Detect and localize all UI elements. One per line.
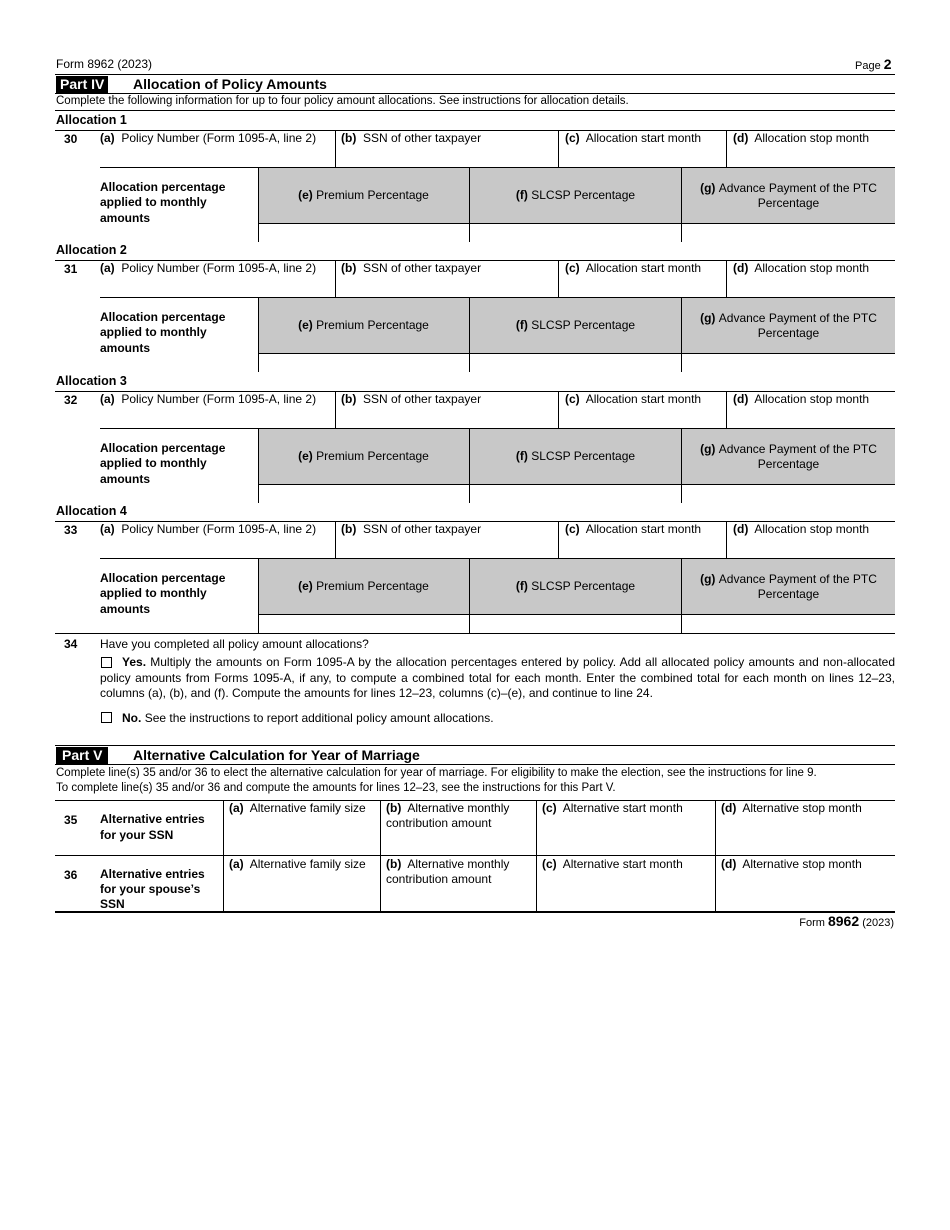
alloc1-col-f-header	[470, 168, 681, 223]
alloc1-col-d-letter: (d)	[733, 131, 749, 145]
alloc4-heading: Allocation 4	[56, 504, 127, 518]
alloc2-row1-divider-1	[335, 260, 336, 297]
alloc4-pct-label-3: amounts	[100, 602, 151, 616]
alloc1-col-e-header	[258, 168, 469, 223]
line36-col-a-letter: (a)	[229, 857, 244, 871]
line36-col-a	[229, 857, 366, 872]
alloc3-pct-label-2: applied to monthly	[100, 456, 207, 470]
alloc3-pct-label-3: amounts	[100, 472, 151, 486]
line35-label-2: for your SSN	[100, 828, 174, 842]
alloc3-pct-label-1: Allocation percentage	[100, 441, 226, 455]
alloc2-heading: Allocation 2	[56, 243, 127, 257]
alloc3-col-e-header	[258, 429, 469, 484]
part5-instruction-2: To complete line(s) 35 and/or 36 and compute the amounts for lines 12–23, see the instructions for this Part V.	[56, 782, 616, 794]
alloc2-col-e-header	[258, 298, 469, 353]
alloc2-col-g-letter: (g)	[700, 310, 716, 325]
yes-text: Multiply the amounts on Form 1095-A by the allocation percentages entered by policy. Add all allocated policy amounts and non-allocated policy amounts from Forms 1095-A, if any, to compute a combined total for each month. Enter the combined total for each month on lines 12–23, columns (a), (b), and (f). Compute the amounts for lines 12–23, columns (c)–(e), and continue to line 24.	[100, 655, 896, 700]
alloc4-pct-label-1: Allocation percentage	[100, 571, 226, 585]
alloc3-row1-divider-1	[335, 391, 336, 428]
alloc4-line-number: 33	[64, 523, 78, 537]
alloc4-col-f-letter: (f)	[515, 579, 528, 593]
line35-col-a	[229, 801, 366, 816]
alloc2-col-c-letter: (c)	[565, 261, 580, 275]
line35-col-a-letter: (a)	[229, 801, 244, 815]
footer-form-word: Form	[799, 917, 825, 929]
line35-label-1: Alternative entries	[100, 812, 205, 826]
alloc3-col-b-letter: (b)	[341, 392, 357, 406]
line36-col-c-text: Alternative start month	[562, 857, 683, 871]
alloc3-pct-input-f[interactable]	[470, 485, 681, 503]
alloc3-col-e-text: Premium Percentage	[316, 449, 429, 463]
alloc1-col-b-letter: (b)	[341, 131, 357, 145]
alloc3-col-g-letter: (g)	[700, 441, 716, 456]
alloc4-col-g-header	[682, 559, 895, 614]
part4-instruction: Complete the following information for up to four policy amount allocations. See instructions for allocation details.	[56, 95, 629, 107]
alloc1-col-g-header	[682, 168, 895, 223]
alloc1-pct-label-2: applied to monthly	[100, 195, 207, 209]
alloc3-col-c-letter: (c)	[565, 392, 580, 406]
page-label	[855, 57, 892, 74]
line36-col-b-text-2: contribution amount	[386, 872, 492, 886]
alloc4-row1-divider-1	[335, 521, 336, 558]
alloc2-col-g-text-1: Advance Payment of the PTC	[718, 310, 877, 325]
alloc4-col-g-text-2: Percentage	[757, 586, 820, 601]
alloc2-col-a-text: Policy Number (Form 1095-A, line 2)	[121, 261, 317, 275]
alloc1-pct-label-3: amounts	[100, 211, 151, 225]
alloc4-row1-divider-3	[726, 521, 727, 558]
alloc1-row1-divider-1	[335, 130, 336, 167]
line36-col-c-letter: (c)	[542, 857, 557, 871]
alloc4-pct-input-f[interactable]	[470, 615, 681, 633]
alloc2-pct-input-e[interactable]	[259, 354, 469, 372]
alloc1-col-d	[733, 131, 869, 146]
alloc2-col-g-line-1	[700, 311, 877, 326]
alloc4-col-g-text-1: Advance Payment of the PTC	[718, 571, 877, 586]
line36-col-d-text: Alternative stop month	[742, 857, 862, 871]
part5-instruction-1: Complete line(s) 35 and/or 36 to elect the alternative calculation for year of marriage. For eligibility to make the election, see the instructions for line 9.	[56, 767, 817, 779]
alloc4-row1-divider-2	[558, 521, 559, 558]
alloc4-col-a-letter: (a)	[100, 522, 115, 536]
alloc3-col-a-text: Policy Number (Form 1095-A, line 2)	[121, 392, 317, 406]
line35-col-c-letter: (c)	[542, 801, 557, 815]
alloc1-col-g-text-2: Percentage	[757, 195, 820, 210]
alloc4-col-e-text: Premium Percentage	[316, 579, 429, 593]
alloc4-col-c-text: Allocation start month	[585, 522, 702, 536]
page-label-text: Page	[855, 60, 881, 72]
alloc4-col-f-header	[470, 559, 681, 614]
alloc2-col-c-text: Allocation start month	[585, 261, 702, 275]
alloc3-col-d	[733, 392, 869, 407]
alloc2-col-f-header	[470, 298, 681, 353]
alloc1-row1-divider-3	[726, 130, 727, 167]
alloc2-row1-divider-3	[726, 260, 727, 297]
line35-col-b	[386, 801, 509, 816]
line36-label-1: Alternative entries	[100, 867, 205, 881]
alloc4-col-a	[100, 522, 316, 537]
line35-col-b-text-1: Alternative monthly	[407, 801, 510, 815]
alloc2-col-e-letter: (e)	[298, 318, 313, 332]
alloc1-col-g-text-1: Advance Payment of the PTC	[718, 180, 877, 195]
alloc3-line-number: 32	[64, 393, 78, 407]
alloc2-col-e-text: Premium Percentage	[316, 318, 429, 332]
alloc2-col-f-letter: (f)	[515, 318, 528, 332]
line35-col-b-text-2: contribution amount	[386, 816, 492, 830]
alloc4-col-d	[733, 522, 869, 537]
line36-col-c	[542, 857, 683, 872]
alloc1-pct-input-g[interactable]	[682, 224, 895, 242]
alloc1-col-d-text: Allocation stop month	[754, 131, 870, 145]
alloc3-row1-divider-3	[726, 391, 727, 428]
alloc1-col-b	[341, 131, 481, 146]
alloc1-col-e-text: Premium Percentage	[316, 188, 429, 202]
alloc-bottom-rule	[55, 633, 895, 634]
line34-question: Have you completed all policy amount allocations?	[100, 637, 369, 651]
alloc1-col-f-letter: (f)	[515, 188, 528, 202]
line35-col-d-letter: (d)	[721, 801, 737, 815]
alloc4-col-b	[341, 522, 481, 537]
alloc1-col-c	[565, 131, 701, 146]
alloc4-col-e-letter: (e)	[298, 579, 313, 593]
alloc1-col-b-text: SSN of other taxpayer	[363, 131, 482, 145]
line36-col-b-text-1: Alternative monthly	[407, 857, 510, 871]
no-line	[122, 711, 494, 726]
alloc3-pct-input-g[interactable]	[682, 485, 895, 503]
alloc1-row1-divider-2	[558, 130, 559, 167]
alloc3-row1-divider-2	[558, 391, 559, 428]
alloc1-line-number: 30	[64, 132, 78, 146]
alloc3-col-c-text: Allocation start month	[585, 392, 702, 406]
alloc2-col-c	[565, 261, 701, 276]
alloc3-col-b-text: SSN of other taxpayer	[363, 392, 482, 406]
form-footer	[799, 914, 894, 931]
alloc2-line-number: 31	[64, 262, 78, 276]
line35-col-b-letter: (b)	[386, 801, 402, 815]
alloc2-col-a-letter: (a)	[100, 261, 115, 275]
alloc2-col-b-letter: (b)	[341, 261, 357, 275]
alloc3-col-d-text: Allocation stop month	[754, 392, 870, 406]
line34-number: 34	[64, 637, 78, 651]
alloc1-col-a	[100, 131, 316, 146]
no-checkbox[interactable]	[101, 712, 112, 723]
alloc1-col-a-text: Policy Number (Form 1095-A, line 2)	[121, 131, 317, 145]
alloc2-col-b-text: SSN of other taxpayer	[363, 261, 482, 275]
alloc2-col-d-text: Allocation stop month	[754, 261, 870, 275]
alloc2-row1-divider-2	[558, 260, 559, 297]
part4-title: Allocation of Policy Amounts	[133, 76, 327, 92]
alloc1-col-e-letter: (e)	[298, 188, 313, 202]
alloc3-col-f-text: SLCSP Percentage	[531, 449, 636, 463]
line35-col-c	[542, 801, 683, 816]
alloc1-col-f-text: SLCSP Percentage	[531, 188, 636, 202]
yes-label: Yes.	[122, 655, 147, 669]
alloc3-col-b	[341, 392, 481, 407]
alloc2-pct-label-2: applied to monthly	[100, 325, 207, 339]
alloc4-col-a-text: Policy Number (Form 1095-A, line 2)	[121, 522, 317, 536]
alloc2-col-f-text: SLCSP Percentage	[531, 318, 636, 332]
alloc4-col-g-letter: (g)	[700, 571, 716, 586]
line35-number: 35	[64, 813, 78, 827]
line35-col-c-text: Alternative start month	[562, 801, 683, 815]
line36-col-b-letter: (b)	[386, 857, 402, 871]
alloc1-col-g-letter: (g)	[700, 180, 716, 195]
line35-col-d-text: Alternative stop month	[742, 801, 862, 815]
alloc2-col-d-letter: (d)	[733, 261, 749, 275]
line35-col-d	[721, 801, 862, 816]
part4-tag: Part IV	[56, 76, 108, 93]
line36-col-d	[721, 857, 862, 872]
alloc1-pct-label-1: Allocation percentage	[100, 180, 226, 194]
part5-title: Alternative Calculation for Year of Marriage	[133, 747, 420, 763]
form-ref-header: Form 8962 (2023)	[56, 57, 153, 71]
footer-year: (2023)	[862, 917, 894, 929]
no-text: See the instructions to report additional policy amount allocations.	[144, 711, 494, 725]
page-number: 2	[883, 56, 892, 72]
alloc3-col-g-text-2: Percentage	[757, 456, 820, 471]
alloc4-col-f-text: SLCSP Percentage	[531, 579, 636, 593]
alloc3-col-f-header	[470, 429, 681, 484]
alloc4-col-b-text: SSN of other taxpayer	[363, 522, 482, 536]
alloc1-col-g-line-1	[700, 181, 877, 196]
alloc2-col-g-header	[682, 298, 895, 353]
alloc3-col-e-letter: (e)	[298, 449, 313, 463]
footer-form-number: 8962	[827, 913, 860, 929]
line36-col-d-letter: (d)	[721, 857, 737, 871]
alloc4-col-e-header	[258, 559, 469, 614]
line35-col-a-text: Alternative family size	[249, 801, 366, 815]
alloc4-col-g-line-1	[700, 572, 877, 587]
alloc1-heading: Allocation 1	[56, 113, 127, 127]
alloc3-col-d-letter: (d)	[733, 392, 749, 406]
alloc4-col-c	[565, 522, 701, 537]
alloc4-pct-input-g[interactable]	[682, 615, 895, 633]
alloc2-col-b	[341, 261, 481, 276]
alloc3-pct-input-e[interactable]	[259, 485, 469, 503]
alloc4-col-d-letter: (d)	[733, 522, 749, 536]
alloc4-pct-label-2: applied to monthly	[100, 586, 207, 600]
yes-paragraph	[100, 655, 895, 702]
line36-label-2: for your spouse’s	[100, 882, 201, 896]
alloc4-col-c-letter: (c)	[565, 522, 580, 536]
alloc4-col-b-letter: (b)	[341, 522, 357, 536]
alloc2-pct-input-g[interactable]	[682, 354, 895, 372]
alloc4-col-d-text: Allocation stop month	[754, 522, 870, 536]
alloc2-col-a	[100, 261, 316, 276]
alloc2-pct-label-1: Allocation percentage	[100, 310, 226, 324]
alloc2-pct-label-3: amounts	[100, 341, 151, 355]
alloc1-col-c-letter: (c)	[565, 131, 580, 145]
alloc3-col-f-letter: (f)	[515, 449, 528, 463]
alloc1-pct-input-e[interactable]	[259, 224, 469, 242]
alloc3-col-g-text-1: Advance Payment of the PTC	[718, 441, 877, 456]
line36-label-3: SSN	[100, 897, 125, 911]
alloc3-col-g-line-1	[700, 442, 877, 457]
alloc3-heading: Allocation 3	[56, 374, 127, 388]
alloc4-pct-input-e[interactable]	[259, 615, 469, 633]
alloc3-col-a	[100, 392, 316, 407]
alloc1-col-c-text: Allocation start month	[585, 131, 702, 145]
no-label: No.	[122, 711, 142, 725]
line36-col-a-text: Alternative family size	[249, 857, 366, 871]
line36-number: 36	[64, 868, 78, 882]
alloc3-col-c	[565, 392, 701, 407]
alloc2-col-g-text-2: Percentage	[757, 325, 820, 340]
alloc3-col-g-header	[682, 429, 895, 484]
alloc2-pct-input-f[interactable]	[470, 354, 681, 372]
alloc1-pct-input-f[interactable]	[470, 224, 681, 242]
alloc1-col-a-letter: (a)	[100, 131, 115, 145]
alloc3-col-a-letter: (a)	[100, 392, 115, 406]
line36-col-b	[386, 857, 509, 872]
alloc2-col-d	[733, 261, 869, 276]
part5-tag: Part V	[56, 747, 108, 764]
